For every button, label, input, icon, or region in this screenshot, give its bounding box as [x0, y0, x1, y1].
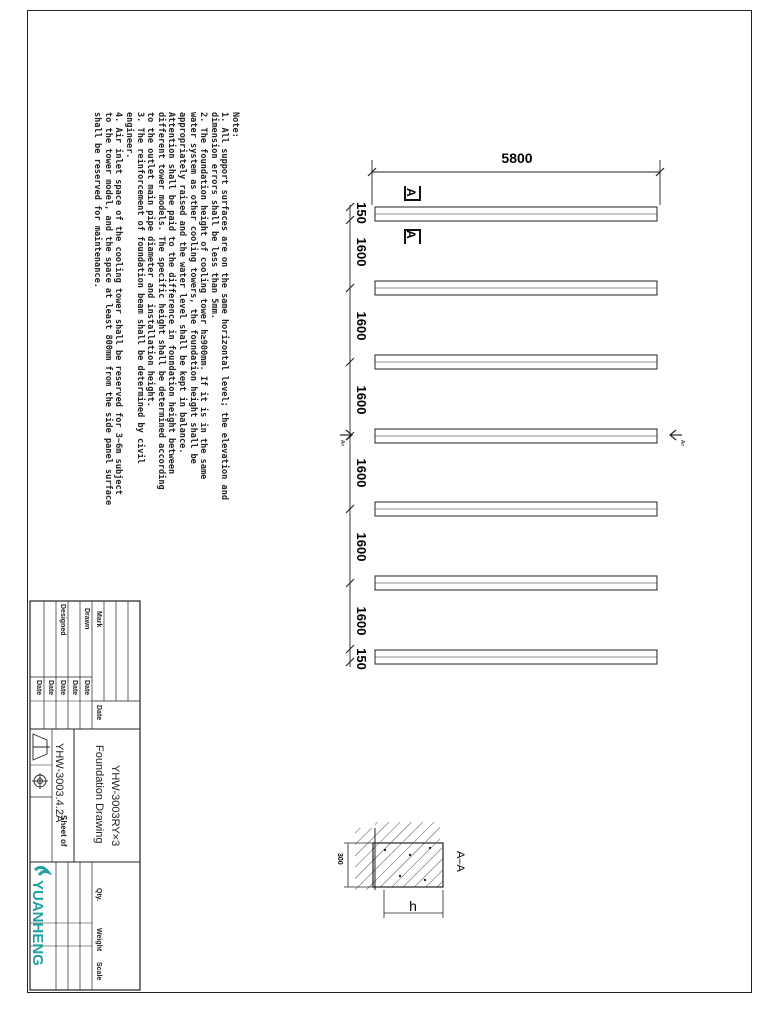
note-line: Attention shall be paid to the difference in foundation height between [166, 112, 177, 475]
scale-label: Scale [95, 962, 102, 981]
h-dimension-label: h [409, 898, 417, 914]
model-label: YHW-3003RY×3 [109, 765, 121, 847]
note-line: appropriately raised and the water level shall be kept in balance. [177, 112, 188, 454]
date-label: Date [59, 680, 66, 696]
beam-spacing-label: 1600 [354, 606, 369, 636]
note-line: water system as other cooling towers, the foundation height shall be [187, 112, 198, 464]
concrete-beam-section [373, 843, 443, 887]
designed-label: Designed [59, 604, 66, 636]
qty-label: Qty. [95, 888, 102, 902]
section-detail [336, 822, 466, 918]
beam-spacing-label: 1600 [354, 385, 369, 415]
note-line: 4. Air inlet space of the cooling tower shall be reserved for 3~6m subject [113, 112, 124, 495]
foundation-beam [375, 576, 657, 590]
beam-spacing-label: 1600 [354, 311, 369, 341]
svg-text:Air: Air [339, 440, 345, 447]
beam-spacing-label: 1600 [354, 237, 369, 267]
note-line: shall be reserved for maintenance. [92, 112, 103, 288]
foundation-beam [375, 207, 657, 221]
date-label: Date [83, 680, 90, 696]
foundation-beam [375, 429, 657, 443]
drawing-number: YHW-3003.4.2A [53, 743, 65, 823]
foundation-beam [375, 650, 657, 664]
notes-heading: Note: [230, 112, 240, 138]
logo-swoosh-icon [35, 867, 48, 875]
note-line: dimension errors shall be less than 5mm. [208, 112, 219, 319]
note-line: to the tower model, and the space at least 800mm from the side panel surface [102, 112, 113, 506]
overall-width-dimension [368, 150, 664, 205]
foundation-beam [375, 355, 657, 369]
drawing-title: Foundation Drawing [93, 745, 105, 844]
foundation-beam [375, 281, 657, 295]
edge-spacing-label: 150 [354, 648, 369, 670]
foundation-beams [375, 207, 657, 664]
note-line: 3. The reinforcement of foundation beam shall be determined by civil [134, 112, 145, 464]
section-marker-bottom [404, 230, 420, 244]
date-label: Date [71, 680, 78, 696]
overall-width-label: 5800 [501, 150, 533, 166]
date-label: Date [47, 680, 54, 696]
note-line: 1. All support surfaces are on the same horizontal level; the elevation and [219, 112, 230, 501]
section-marker-top [404, 186, 420, 200]
weight-label: Weight [95, 928, 102, 952]
beam-spacing-label: 1600 [354, 458, 369, 488]
date-label: Date [35, 680, 42, 696]
beam-spacing-label: 1600 [354, 532, 369, 562]
air-inlet-arrow-right [670, 430, 685, 446]
svg-text:A: A [404, 188, 418, 197]
company-logo [29, 867, 48, 965]
note-line: engineer. [124, 112, 135, 159]
beam-spacing-dimensions [346, 202, 369, 670]
projection-symbol-icon [32, 734, 50, 789]
section-label: A–A [454, 851, 466, 872]
note-line: different tower models. The specific height shall be determined according [155, 112, 166, 490]
date-header: Date [95, 705, 102, 721]
company-name: YUANHENG [29, 880, 46, 966]
edge-spacing-label: 150 [354, 202, 369, 224]
note-line: 2. The foundation height of cooling tower h≥900mm. If it is in the same [198, 112, 209, 480]
title-block-texts [35, 604, 121, 980]
drawn-label: Drawn [83, 608, 90, 630]
mark-header: Mark [95, 611, 102, 628]
section-height-dimension: 300 [336, 853, 343, 865]
note-line: to the outlet main pipe diameter and installation height. [145, 112, 156, 407]
foundation-beam [375, 502, 657, 516]
svg-text:Air: Air [679, 440, 685, 447]
svg-text:A: A [404, 230, 418, 239]
sheet-label: Sheet of [59, 815, 68, 847]
